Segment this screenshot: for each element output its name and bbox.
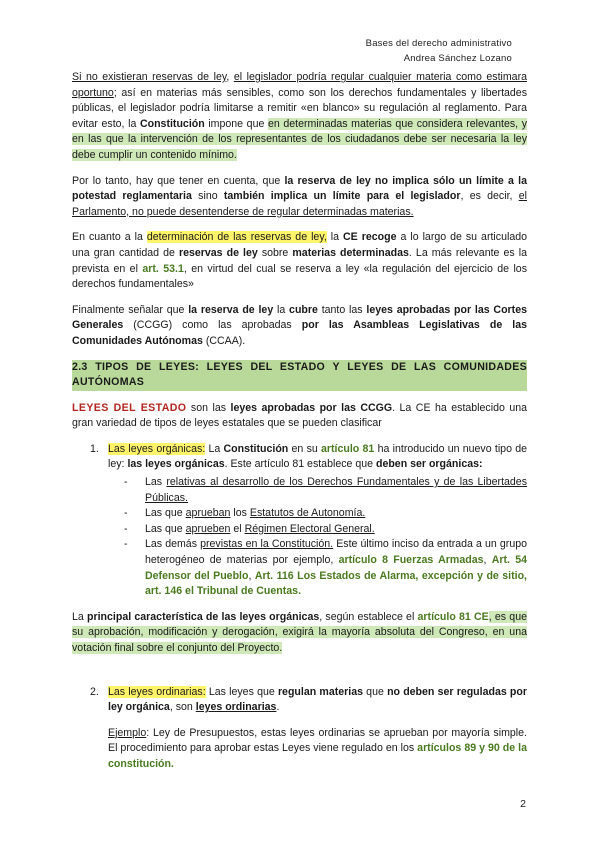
- list-item-leyes-organicas: 1. Las leyes orgánicas: La Constitución en su artículo 81 ha introducido un nuevo tipo de ley: las leyes orgánicas. Este artículo 81 establece que deben ser orgánicas:: [90, 442, 528, 471]
- paragraph-leyes-estado: LEYES DEL ESTADO son las leyes aprobadas por las CCGG. La CE ha establecido una gran variedad de tipos de leyes estatales que se pueden clasificar: [72, 401, 528, 430]
- header-course-title: Bases del derecho administrativo: [365, 38, 512, 49]
- sub-item-demas: - Las demás previstas en la Constitución. Este último inciso da entrada a un grupo heterogéneo de materias por ejemplo, artículo 8 Fuerzas Armadas, Art. 54 Defensor del Pueblo, Art. 116 Los Estados de Alarma, excepción y de sitio, art. 146 el Tribunal de Cuentas.: [124, 538, 528, 598]
- section-heading: 2.3 TIPOS DE LEYES: LEYES DEL ESTADO Y LEYES DE LAS COMUNIDADES AUTÓNOMAS: [72, 360, 527, 391]
- paragraph-cobertura: Finalmente señalar que la reserva de ley la cubre tanto las leyes aprobadas por las Cortes Generales (CCGG) como las aprobadas por las Asambleas Legislativas de las Comunidades Autónomas (CCAA).: [72, 303, 527, 347]
- paragraph-determinacion: En cuanto a la determinación de las reservas de ley, la CE recoge a lo largo de su articulado una gran cantidad de reservas de ley sobre materias determinadas. La más relevante es la prevista en el art. 53.1, en virtud del cual se reserva a ley «la regulación del ejercicio de los derechos fundamentales»: [72, 231, 527, 291]
- page-number: 2: [520, 798, 526, 810]
- paragraph-caracteristica: La principal característica de las leyes orgánicas, según establece el artículo 81 CE, es que su aprobación, modificación y derogación, exigirá la mayoría absoluta del Congreso, en una votación final sobre el conjunto del Proyecto.: [72, 610, 527, 654]
- header-author: Andrea Sánchez Lozano: [403, 53, 512, 64]
- sub-item-derechos: - Las relativas al desarrollo de los Derechos Fundamentales y de las Libertades Públicas.: [124, 476, 527, 504]
- paragraph-reservas-ley: Si no existieran reservas de ley, el legislador podría regular cualquier materia como estimara oportuno; así en materias más sensibles, como son los derechos fundamentales y libertades públicas, el legislador podría limitarse a remitir «en blanco» su regulación al reglamento. Para evitar esto, la Constitución impone que en determinadas materias que considera relevantes, y en las que la intervención de los representantes de los ciudadanos debe ser necesaria la ley debe cumplir un contenido mínimo.: [72, 71, 527, 161]
- list-item-leyes-ordinarias: 2. Las leyes ordinarias: Las leyes que regulan materias que no deben ser reguladas por ley orgánica, son leyes ordinarias.: [90, 685, 527, 714]
- list-number: 2.: [90, 685, 99, 698]
- sub-item-regimen-electoral: - Las que aprueben el Régimen Electoral General.: [124, 522, 375, 535]
- page-header: [366, 36, 512, 66]
- sub-item-estatutos: - Las que aprueban los Estatutos de Autonomía.: [124, 507, 366, 520]
- list-number: 1.: [90, 442, 99, 455]
- example-block: Ejemplo: Ley de Presupuestos, estas leyes ordinarias se aprueban por mayoría simple. El procedimiento para aprobar estas Leyes viene regulado en los artículos 89 y 90 de la constitución.: [108, 726, 527, 770]
- document-body: [72, 70, 527, 773]
- paragraph-limite-legislador: Por lo tanto, hay que tener en cuenta, que la reserva de ley no implica sólo un límite a la potestad reglamentaria sino también implica un límite para el legislador, es decir, el Parlamento, no puede desentenderse de regular determinadas materias.: [72, 174, 528, 218]
